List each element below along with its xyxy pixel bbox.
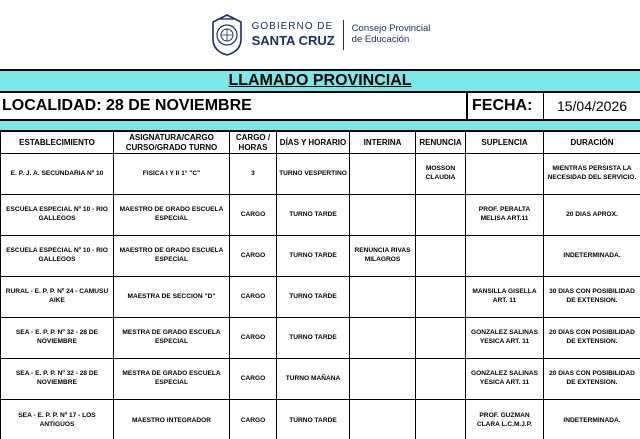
cell-suplencia: PROF. GUZMAN CLARA L.C.M.J.P. bbox=[466, 400, 544, 439]
cell-establecimiento: ESCUELA ESPECIAL Nº 10 - RIO GALLEGOS bbox=[1, 195, 114, 236]
document-header bbox=[0, 0, 640, 69]
cell-dias: TURNO TARDE bbox=[277, 400, 350, 439]
cell-interina bbox=[350, 154, 416, 195]
cell-establecimiento: E. P. J. A. SECUNDARIA Nº 10 bbox=[1, 154, 114, 195]
table-row bbox=[1, 154, 640, 195]
cell-renuncia bbox=[416, 236, 466, 277]
cell-asignatura: MAESTRA DE SECCION "D" bbox=[114, 277, 230, 318]
table-row bbox=[1, 400, 640, 439]
council-line1: Consejo Provincial bbox=[351, 22, 431, 34]
cell-duracion: 20 DIAS CON POSIBILIDAD DE EXTENSION. bbox=[544, 318, 640, 359]
cell-interina bbox=[350, 400, 416, 439]
cell-dias: TURNO TARDE bbox=[277, 236, 350, 277]
page-title: LLAMADO PROVINCIAL bbox=[228, 72, 412, 89]
cell-dias: TURNO TARDE bbox=[277, 195, 350, 236]
cell-renuncia bbox=[416, 277, 466, 318]
cell-duracion: INDETERMINADA. bbox=[544, 236, 640, 277]
col-dias: DÍAS Y HORARIO bbox=[277, 132, 350, 154]
col-asignatura-l1: ASIGNATURA/CARGO bbox=[129, 133, 214, 143]
table-row bbox=[1, 236, 640, 277]
cell-suplencia: MANSILLA GISELLA ART. 11 bbox=[466, 277, 544, 318]
council-line2: de Educación bbox=[351, 33, 410, 45]
cell-interina bbox=[350, 277, 416, 318]
government-wordmark bbox=[252, 22, 335, 47]
cell-duracion: INDETERMINADA. bbox=[544, 400, 640, 439]
cell-duracion: 30 DIAS CON POSIBILIDAD DE EXTENSION. bbox=[544, 277, 640, 318]
col-renuncia: RENUNCIA bbox=[416, 132, 466, 154]
divider-strip bbox=[0, 121, 640, 131]
gov-line2: SANTA CRUZ bbox=[251, 33, 335, 48]
cell-establecimiento: SEA - E. P. P. Nº 32 - 28 DE NOVIEMBRE bbox=[1, 359, 114, 400]
cell-cargo: CARGO bbox=[230, 318, 277, 359]
cell-suplencia bbox=[466, 236, 544, 277]
cell-cargo: CARGO bbox=[230, 400, 277, 439]
cell-interina bbox=[350, 318, 416, 359]
cell-interina bbox=[350, 195, 416, 236]
cell-suplencia: PROF. PERALTA MELISA ART.11 bbox=[466, 195, 544, 236]
col-interina: INTERINA bbox=[350, 132, 416, 154]
cell-asignatura: MESTRA DE GRADO ESCUELA ESPECIAL bbox=[114, 359, 230, 400]
cell-renuncia bbox=[416, 195, 466, 236]
cell-asignatura: MAESTRO DE GRADO ESCUELA ESPECIAL bbox=[114, 195, 230, 236]
cell-cargo: CARGO bbox=[230, 359, 277, 400]
cell-dias: TURNO VESPERTINO bbox=[277, 154, 350, 195]
cell-asignatura: MAESTRO DE GRADO ESCUELA ESPECIAL bbox=[114, 236, 230, 277]
cell-asignatura: FISICA I Y II 1° "C" bbox=[114, 154, 230, 195]
col-cargo-l1: CARGO / bbox=[235, 133, 271, 143]
header-divider bbox=[343, 20, 344, 50]
table-row bbox=[1, 359, 640, 400]
cell-suplencia: GONZALEZ SALINAS YESICA ART. 11 bbox=[466, 359, 544, 400]
cell-establecimiento: SEA - E. P. P. Nº 17 - LOS ANTIGUOS bbox=[1, 400, 114, 439]
gov-line1: GOBIERNO DE bbox=[251, 21, 334, 32]
localidad: LOCALIDAD: 28 DE NOVIEMBRE bbox=[0, 93, 468, 119]
province-seal-icon bbox=[210, 13, 244, 57]
col-asignatura-l2: CURSO/GRADO TURNO bbox=[125, 142, 218, 152]
cell-dias: TURNO TARDE bbox=[277, 318, 350, 359]
cell-duracion: 20 DIAS APROX. bbox=[544, 195, 640, 236]
cell-establecimiento: SEA - E. P. P. Nº 32 - 28 DE NOVIEMBRE bbox=[1, 318, 114, 359]
cell-interina bbox=[350, 359, 416, 400]
cell-cargo: CARGO bbox=[230, 195, 277, 236]
cell-renuncia bbox=[416, 359, 466, 400]
cell-asignatura: MAESTRO INTEGRADOR bbox=[114, 400, 230, 439]
cell-asignatura: MESTRA DE GRADO ESCUELA ESPECIAL bbox=[114, 318, 230, 359]
council-name bbox=[352, 24, 431, 46]
table-row bbox=[1, 318, 640, 359]
cell-establecimiento: RURAL - E. P. P. Nº 24 - CAMUSU AIKE bbox=[1, 277, 114, 318]
cell-renuncia bbox=[416, 318, 466, 359]
fecha-label: FECHA: bbox=[468, 93, 544, 119]
cell-duracion: MIENTRAS PERSISTA LA NECESIDAD DEL SERVICIO. bbox=[544, 154, 640, 195]
positions-table bbox=[0, 131, 640, 439]
cell-duracion: 20 DIAS CON POSIBILIDAD DE EXTENSION. bbox=[544, 359, 640, 400]
cell-dias: TURNO MAÑANA bbox=[277, 359, 350, 400]
cell-suplencia bbox=[466, 154, 544, 195]
col-duracion: DURACIÓN bbox=[544, 132, 640, 154]
table-row bbox=[1, 277, 640, 318]
col-asignatura bbox=[114, 132, 230, 154]
location-date-row bbox=[0, 93, 640, 121]
table-row bbox=[1, 195, 640, 236]
fecha-value: 15/04/2026 bbox=[556, 98, 628, 114]
col-cargo-l2: HORAS bbox=[238, 142, 268, 152]
cell-dias: TURNO TARDE bbox=[277, 277, 350, 318]
cell-renuncia: MOSSON CLAUDIA bbox=[416, 154, 466, 195]
col-suplencia: SUPLENCIA bbox=[466, 132, 544, 154]
cell-interina: RENUNCIA RIVAS MILAGROS bbox=[350, 236, 416, 277]
cell-establecimiento: ESCUELA ESPECIAL Nº 10 - RIO GALLEGOS bbox=[1, 236, 114, 277]
cell-renuncia bbox=[416, 400, 466, 439]
col-establecimiento: ESTABLECIMIENTO bbox=[1, 132, 114, 154]
col-cargo bbox=[230, 132, 277, 154]
cell-cargo: CARGO bbox=[230, 277, 277, 318]
table-header-row bbox=[1, 132, 640, 154]
cell-cargo: 3 bbox=[230, 154, 277, 195]
cell-cargo: CARGO bbox=[230, 236, 277, 277]
title-bar bbox=[0, 69, 640, 93]
cell-suplencia: GONZALEZ SALINAS YESICA ART. 11 bbox=[466, 318, 544, 359]
